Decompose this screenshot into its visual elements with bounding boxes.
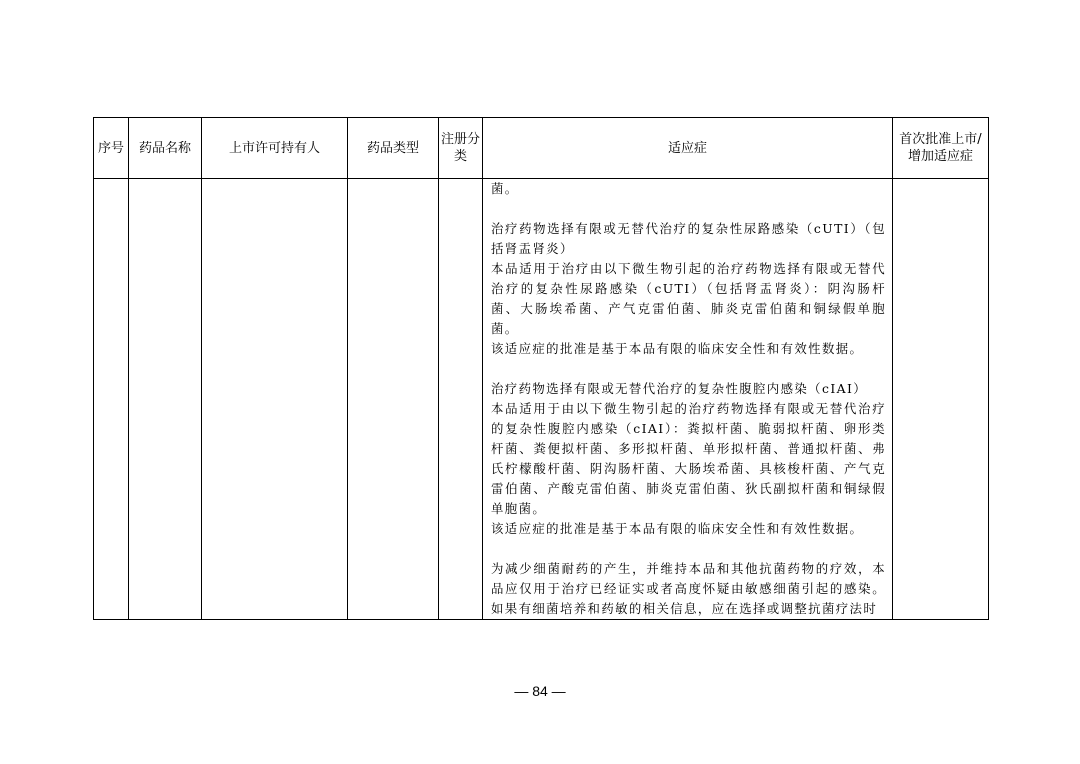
indication-paragraph: 本品适用于治疗由以下微生物引起的治疗药物选择有限或无替代治疗的复杂性尿路感染（cUTI）（包括肾盂肾炎）：阴沟肠杆菌、大肠埃希菌、产气克雷伯菌、肺炎克雷伯菌和铜绿假单胞菌。	[491, 261, 886, 336]
header-registration-class: 注册分类	[439, 118, 483, 179]
cell-first-approval	[893, 179, 989, 620]
indication-paragraph: 治疗药物选择有限或无替代治疗的复杂性尿路感染（cUTI）（包括肾盂肾炎）	[491, 221, 886, 256]
indication-text	[491, 179, 886, 619]
indication-paragraph: 本品适用于由以下微生物引起的治疗药物选择有限或无替代治疗的复杂性腹腔内感染（cIAI）：粪拟杆菌、脆弱拟杆菌、卵形类杆菌、粪便拟杆菌、多形拟杆菌、单形拟杆菌、普通拟杆菌、弗氏柠檬酸杆菌、阴沟肠杆菌、大肠埃希菌、具核梭杆菌、产气克雷伯菌、产酸克雷伯菌、肺炎克雷伯菌、狄氏副拟杆菌和铜绿假单胞菌。	[491, 401, 886, 516]
indication-paragraph: 该适应症的批准是基于本品有限的临床安全性和有效性数据。	[491, 521, 864, 536]
indication-paragraph: 为减少细菌耐药的产生，并维持本品和其他抗菌药物的疗效，本品应仅用于治疗已经证实或者高度怀疑由敏感细菌引起的感染。如果有细菌培养和药敏的相关信息，应在选择或调整抗菌疗法时	[491, 561, 886, 616]
cell-holder	[202, 179, 348, 620]
page-number: — 84 —	[514, 683, 566, 699]
cell-registration-class	[439, 179, 483, 620]
header-indication: 适应症	[483, 118, 893, 179]
cell-drug-name	[129, 179, 202, 620]
table-row	[94, 179, 989, 620]
indication-paragraph: 菌。	[491, 181, 519, 196]
header-drug-name: 药品名称	[129, 118, 202, 179]
cell-serial	[94, 179, 129, 620]
paragraph-gap	[491, 199, 886, 219]
header-drug-type: 药品类型	[348, 118, 439, 179]
indication-paragraph: 治疗药物选择有限或无替代治疗的复杂性腹腔内感染（cIAI）	[491, 381, 868, 396]
drug-approval-table	[93, 117, 989, 620]
header-first-approval: 首次批准上市/增加适应症	[893, 118, 989, 179]
paragraph-gap	[491, 359, 886, 379]
table-header-row	[94, 118, 989, 179]
header-holder: 上市许可持有人	[202, 118, 348, 179]
cell-indication	[483, 179, 893, 620]
paragraph-gap	[491, 539, 886, 559]
cell-drug-type	[348, 179, 439, 620]
header-serial: 序号	[94, 118, 129, 179]
indication-paragraph: 该适应症的批准是基于本品有限的临床安全性和有效性数据。	[491, 341, 864, 356]
